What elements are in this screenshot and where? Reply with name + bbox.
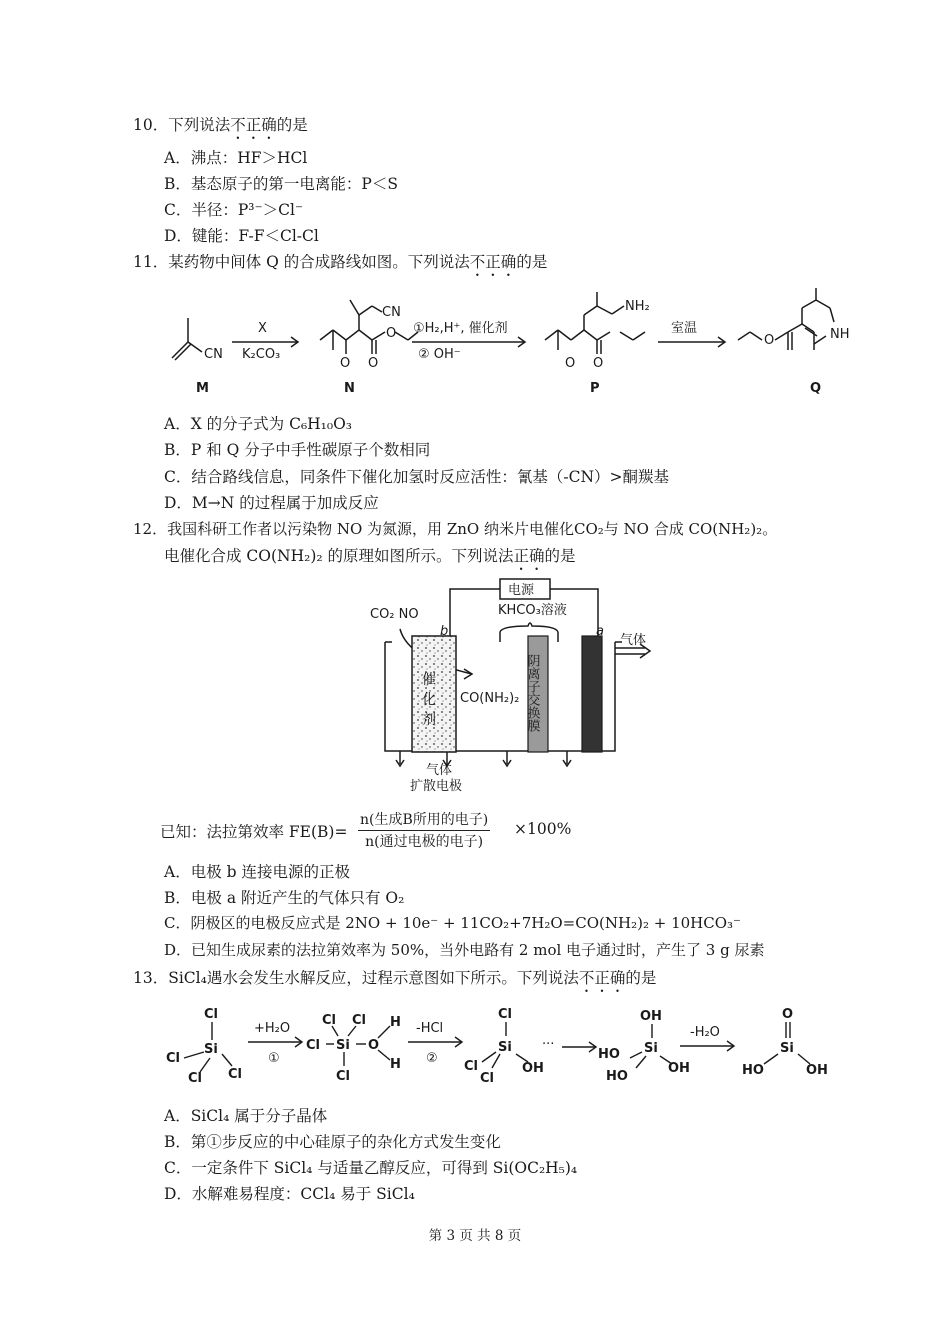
p3-oh: OH [522, 1061, 544, 1076]
n-ester-o: O [368, 356, 379, 371]
gas-out-label: 气体 [620, 633, 647, 648]
step1-number: ① [268, 1051, 280, 1066]
page-footer: 第 3 页 共 8 页 [428, 1228, 522, 1244]
q10-option-c: C．半径：P³⁻＞Cl⁻ [164, 201, 304, 219]
q10-option-a: A．沸点：HF＞HCl [164, 149, 308, 167]
catalyst-char-1: 催 [422, 672, 436, 688]
q13-stem: 13．SiCl₄遇水会发生水解反应，过程示意图如下所示。下列说法不正确的是 [133, 969, 657, 987]
q13-option-a: A．SiCl₄ 属于分子晶体 [164, 1107, 328, 1125]
label-m: M [196, 381, 209, 396]
q13-hydrolysis-scheme [160, 1000, 850, 1092]
q12-option-a: A．电极 b 连接电源的正极 [164, 863, 350, 881]
faraday-efficiency-label: 已知：法拉第效率 FE(B)= [160, 823, 348, 841]
int-si: Si [336, 1038, 350, 1053]
p3-si: Si [498, 1040, 512, 1055]
q13-option-b: B．第①步反应的中心硅原子的杂化方式发生变化 [164, 1133, 501, 1151]
sicl4-cl-left: Cl [166, 1051, 180, 1066]
q13-option-c: C．一定条件下 SiCl₄ 与适量乙醇反应，可得到 Si(OC₂H₅)₄ [164, 1159, 578, 1177]
m-cn-group: CN [204, 347, 223, 362]
arrow1-reagent: X [258, 321, 267, 336]
int-cl-3: Cl [306, 1038, 320, 1053]
p4-oh-top: OH [640, 1009, 662, 1024]
q11-synthesis-scheme [150, 280, 870, 405]
q-ester-o: O [764, 333, 775, 348]
q12-stem-line1: 12．我国科研工作者以污染物 NO 为氮源，用 ZnO 纳米片电催化CO₂与 NO 合成 CO(NH₂)₂。 [133, 520, 778, 538]
q11-option-c: C．结合路线信息，同条件下催化加氢时反应活性：氰基（-CN）>酮羰基 [164, 468, 670, 486]
step-ellipsis: ··· [542, 1037, 555, 1052]
p5-si: Si [780, 1041, 794, 1056]
int-h-2: H [390, 1057, 401, 1072]
gde-label-line2: 扩散电极 [410, 779, 463, 794]
urea-product-label: CO(NH₂)₂ [460, 691, 520, 706]
q11-option-d: D．M→N 的过程属于加成反应 [164, 494, 379, 512]
arrow3-condition: 室温 [671, 321, 698, 336]
power-label: 电源 [508, 583, 535, 598]
q10-option-b: B．基态原子的第一电离能：P＜S [164, 175, 398, 193]
q10-stem: 10．下列说法不正确的是 [133, 116, 308, 134]
fraction-tail: ×100% [514, 820, 572, 838]
p-amine-group: NH₂ [625, 299, 650, 314]
electrode-a-label: a [596, 624, 604, 639]
membrane-label: 阴离子交换膜 [524, 654, 540, 732]
step1-reagent: +H₂O [254, 1021, 291, 1036]
q12-stem-line2: 电催化合成 CO(NH₂)₂ 的原理如图所示。下列说法正确的是 [164, 547, 576, 565]
p3-cl-bottom: Cl [480, 1071, 494, 1086]
sicl4-cl-top: Cl [204, 1007, 218, 1022]
electrode-b-label: b [440, 624, 449, 639]
step4-reagent: -H₂O [690, 1025, 720, 1040]
electrolyte-label: KHCO₃溶液 [498, 603, 567, 618]
p3-cl-left: Cl [464, 1059, 478, 1074]
inlet-gases: CO₂ NO [370, 607, 419, 622]
p4-ho-bottom: HO [606, 1069, 628, 1084]
sicl4-cl-right: Cl [228, 1067, 242, 1082]
int-cl-1: Cl [322, 1013, 336, 1028]
p4-ho-left: HO [598, 1047, 620, 1062]
n-ketone-o: O [340, 356, 351, 371]
p5-o: O [782, 1007, 794, 1022]
p5-oh: OH [806, 1063, 828, 1078]
fraction-numerator: n(生成B所用的电子) [358, 809, 490, 831]
p-ketone-o: O [565, 356, 576, 371]
p4-oh-right: OH [668, 1061, 690, 1076]
step2-reagent: -HCl [416, 1021, 444, 1036]
p4-si: Si [644, 1041, 658, 1056]
q11-option-a: A．X 的分子式为 C₆H₁₀O₃ [164, 415, 353, 433]
q11-option-b: B．P 和 Q 分子中手性碳原子个数相同 [164, 441, 431, 459]
fraction-denominator: n(通过电极的电子) [365, 834, 484, 850]
label-q: Q [810, 381, 822, 396]
label-n: N [344, 381, 355, 396]
q-nh-group: NH [830, 327, 850, 342]
q12-option-b: B．电极 a 附近产生的气体只有 O₂ [164, 889, 405, 907]
arrow1-base: K₂CO₃ [242, 347, 281, 362]
faraday-efficiency-fraction [358, 809, 490, 851]
sicl4-si: Si [204, 1042, 218, 1057]
p5-ho: HO [742, 1063, 764, 1078]
electrode-a [582, 636, 602, 752]
int-o: O [368, 1038, 380, 1053]
p-ester-o: O [593, 356, 604, 371]
q13-option-d: D．水解难易程度：CCl₄ 易于 SiCl₄ [164, 1185, 415, 1203]
q11-stem: 11．某药物中间体 Q 的合成路线如图。下列说法不正确的是 [133, 253, 548, 271]
sicl4-cl-bottom: Cl [188, 1071, 202, 1086]
arrow2-step1: ①H₂,H⁺, 催化剂 [413, 321, 508, 336]
int-h-1: H [390, 1015, 401, 1030]
label-p: P [590, 381, 600, 396]
catalyst-char-3: 剂 [422, 712, 436, 728]
int-cl-4: Cl [336, 1069, 350, 1084]
gde-label-line1: 气体 [426, 763, 453, 778]
n-cn-group: CN [382, 305, 401, 320]
catalyst-char-2: 化 [422, 692, 436, 708]
q10-option-d: D．键能：F-F＜Cl-Cl [164, 227, 319, 245]
step2-number: ② [426, 1051, 438, 1066]
arrow2-step2: ② OH⁻ [418, 347, 461, 362]
q12-option-d: D．已知生成尿素的法拉第效率为 50%，当外电路有 2 mol 电子通过时，产生了 3 g 尿素 [164, 941, 765, 959]
n-ester-ether-o: O [386, 326, 397, 341]
int-cl-2: Cl [352, 1013, 366, 1028]
q12-electrolysis-diagram [360, 574, 680, 796]
p3-cl-top: Cl [498, 1007, 512, 1022]
q12-option-c: C．阴极区的电极反应式是 2NO + 10e⁻ + 11CO₂+7H₂O=CO(NH₂)₂ + 10HCO₃⁻ [164, 914, 741, 932]
